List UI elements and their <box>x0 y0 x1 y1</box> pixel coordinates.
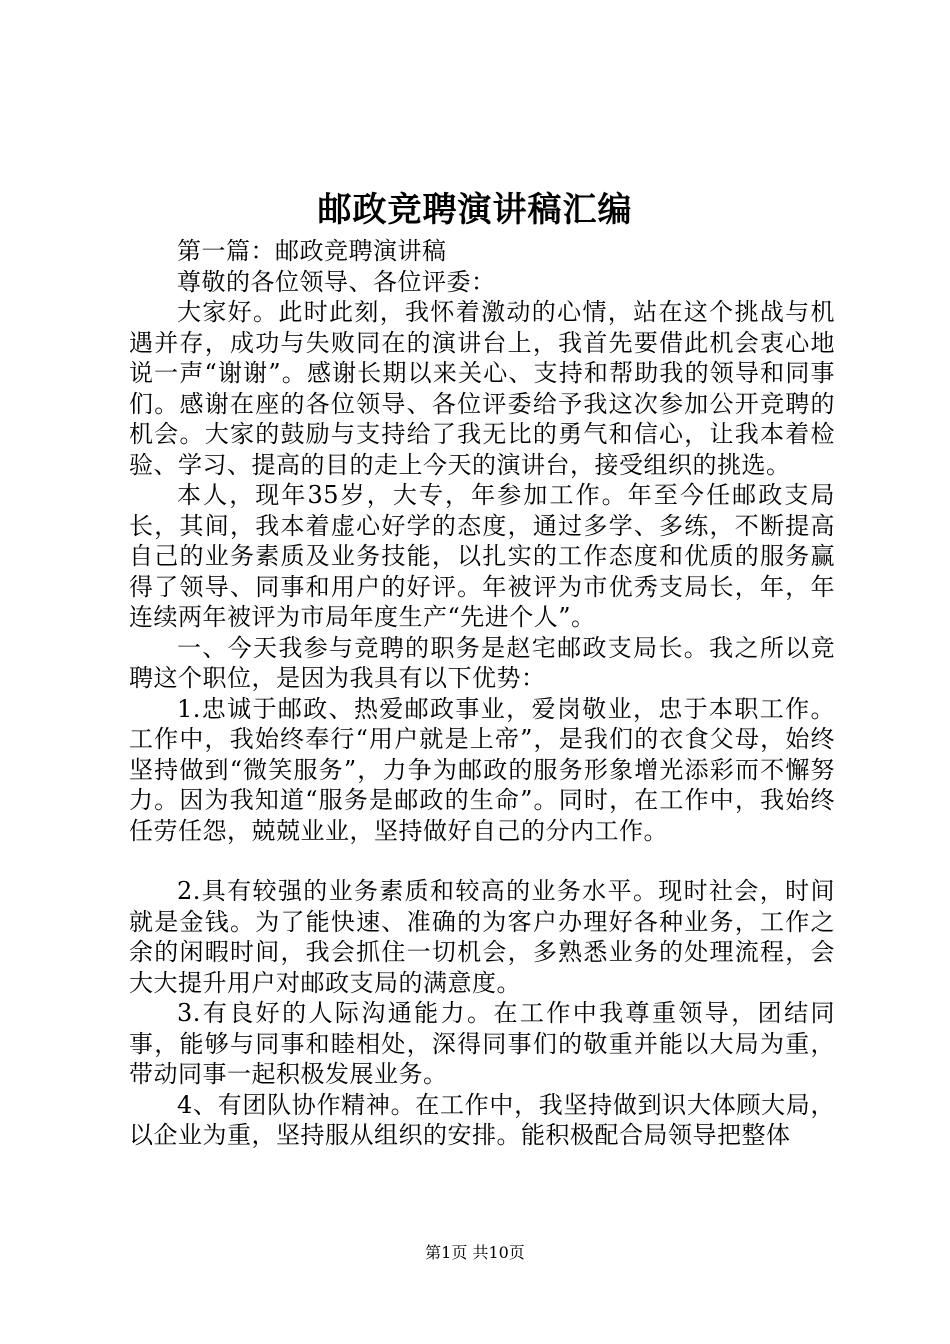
document-body <box>129 236 835 1151</box>
paragraph-advantage-1: 1.忠诚于邮政、热爱邮政事业，爱岗敬业，忠于本职工作。工作中，我始终奉行“用户就是上帝”，是我们的衣食父母，始终坚持做到“微笑服务”，力争为邮政的服务形象增光添彩而不懈努力。因为我知道“服务是邮政的生命”。同时，在工作中，我始终任劳任怨，兢兢业业，坚持做好自己的分内工作。 <box>129 694 835 845</box>
paragraph-advantage-3: 3.有良好的人际沟通能力。在工作中我尊重领导，团结同事，能够与同事和睦相处，深得同事们的敬重并能以大局为重，带动同事一起积极发展业务。 <box>129 999 835 1088</box>
section-heading: 第一篇：邮政竞聘演讲稿 <box>177 237 447 265</box>
paragraph-advantage-4: 4、有团队协作精神。在工作中，我坚持做到识大体顾大局，以企业为重，坚持服从组织的安排。能积极配合局领导把整体 <box>129 1090 835 1149</box>
paragraph-greeting: 大家好。此时此刻，我怀着激动的心情，站在这个挑战与机遇并存，成功与失败同在的演讲台上，我首先要借此机会衷心地说一声“谢谢”。感谢长期以来关心、支持和帮助我的领导和同事们。感谢在座的各位领导、各位评委给予我这次参加公开竞聘的机会。大家的鼓励与支持给了我无比的勇气和信心，让我本着检验、学习、提高的目的走上今天的演讲台，接受组织的挑选。 <box>129 298 835 479</box>
paragraph-spacer <box>129 846 835 876</box>
paragraph-position: 一、今天我参与竞聘的职务是赵宅邮政支局长。我之所以竞聘这个职位，是因为我具有以下优势： <box>129 633 835 692</box>
page-number-footer: 第1页 共10页 <box>425 1243 525 1262</box>
paragraph-advantage-2: 2.具有较强的业务素质和较高的业务水平。现时社会，时间就是金钱。为了能快速、准确的为客户办理好各种业务，工作之余的闲暇时间，我会抓住一切机会，多熟悉业务的处理流程，会大大提升用户对邮政支局的满意度。 <box>129 877 835 997</box>
paragraph-background: 本人，现年35岁，大专，年参加工作。年至今任邮政支局长，其间，我本着虚心好学的态度，通过多学、多练，不断提高自己的业务素质及业务技能，以扎实的工作态度和优质的服务赢得了领导、同事和用户的好评。年被评为市优秀支局长，年，年连续两年被评为市局年度生产“先进个人”。 <box>129 481 835 631</box>
salutation: 尊敬的各位领导、各位评委： <box>177 267 496 296</box>
page-title: 邮政竞聘演讲稿汇编 <box>317 190 633 230</box>
